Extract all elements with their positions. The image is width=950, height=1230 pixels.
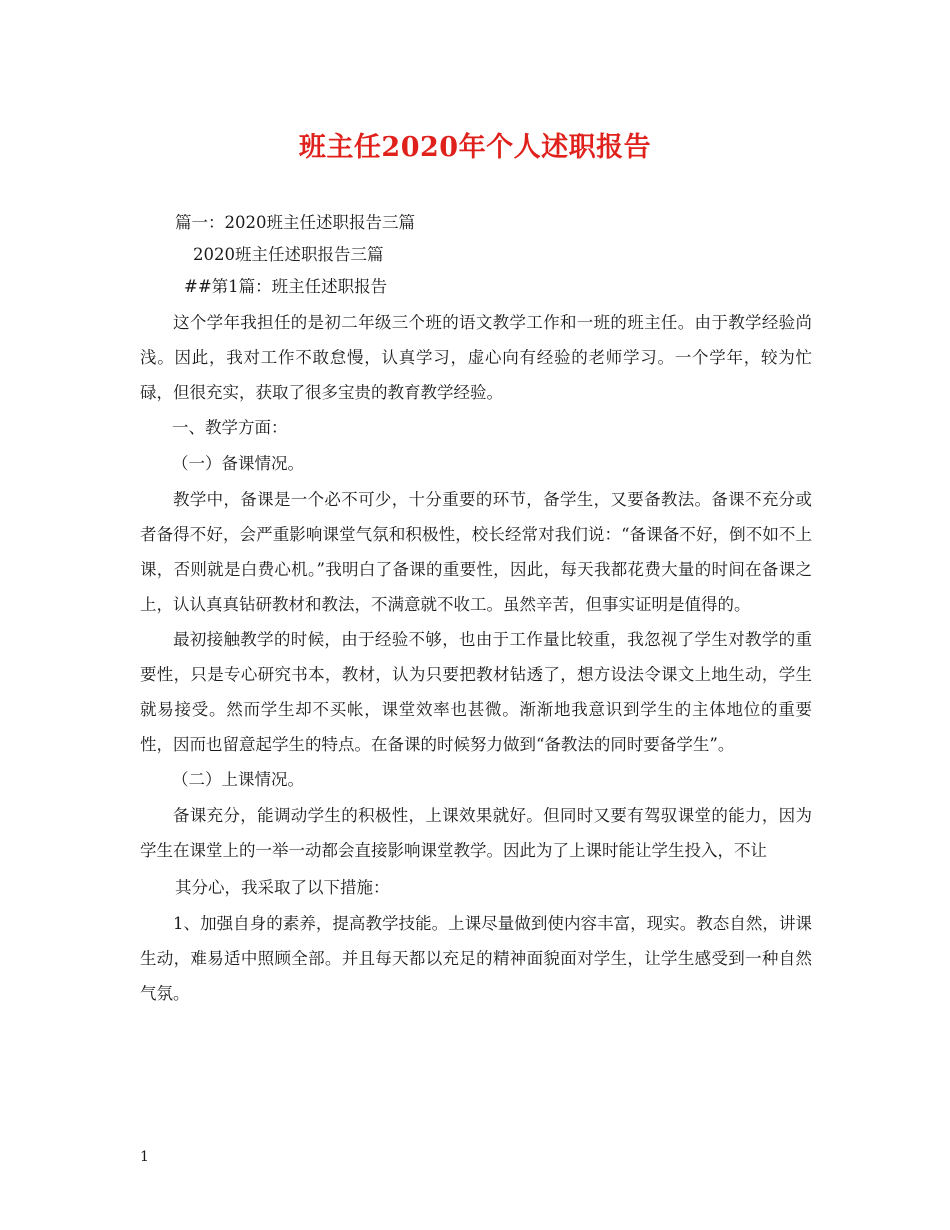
paragraph-lectures: 备课充分，能调动学生的积极性，上课效果就好。但同时又要有驾驭课堂的能力，因为学生在课堂上的一举一动都会直接影响课堂教学。因此为了上课时能让学生投入，不让: [140, 806, 812, 860]
list-item-1: 1、加强自身的素养，提高教学技能。上课尽量做到使内容丰富，现实。教态自然，讲课生动，难易适中照顾全部。并且每天都以充足的精神面貌面对学生，让学生感受到一种自然气氛。: [140, 914, 812, 1003]
heading-article-one: ##第1篇：班主任述职报告: [184, 277, 388, 296]
heading-part-one: 篇一：2020班主任述职报告三篇: [175, 213, 415, 232]
page-number: 1: [140, 1149, 149, 1165]
document-body: [140, 207, 812, 1011]
paragraph-continuation: 其分心，我采取了以下措施：: [175, 878, 390, 897]
heading-collection: 2020班主任述职报告三篇: [193, 245, 384, 264]
subsection-lesson-prep: （一）备课情况。: [172, 454, 304, 473]
paragraph-lesson-prep: 教学中，备课是一个必不可少，十分重要的环节，备学生，又要备教法。备课不充分或者备得不好，会严重影响课堂气氛和积极性，校长经常对我们说：“备课备不好，倒不如不上课，否则就是白费心机。”我明白了备课的重要性，因此，每天我都花费大量的时间在备课之上，认认真真钻研教材和教法，不满意就不收工。虽然辛苦，但事实证明是值得的。: [140, 490, 812, 614]
section-teaching: 一、教学方面：: [172, 418, 288, 437]
document-title: 班主任2020年个人述职报告: [298, 132, 652, 163]
paragraph-student-focus: 最初接触教学的时候，由于经验不够，也由于工作量比较重，我忽视了学生对教学的重要性，只是专心研究书本，教材，认为只要把教材钻透了，想方设法令课文上地生动，学生就易接受。然而学生却不买帐，课堂效率也甚微。渐渐地我意识到学生的主体地位的重要性，因而也留意起学生的特点。在备课的时候努力做到“备教法的同时要备学生”。: [140, 630, 812, 754]
paragraph-intro: 这个学年我担任的是初二年级三个班的语文教学工作和一班的班主任。由于教学经验尚浅。因此，我对工作不敢怠慢，认真学习，虚心向有经验的老师学习。一个学年，较为忙碌，但很充实，获取了很多宝贵的教育教学经验。: [140, 313, 812, 402]
subsection-lectures: （二）上课情况。: [172, 770, 304, 789]
